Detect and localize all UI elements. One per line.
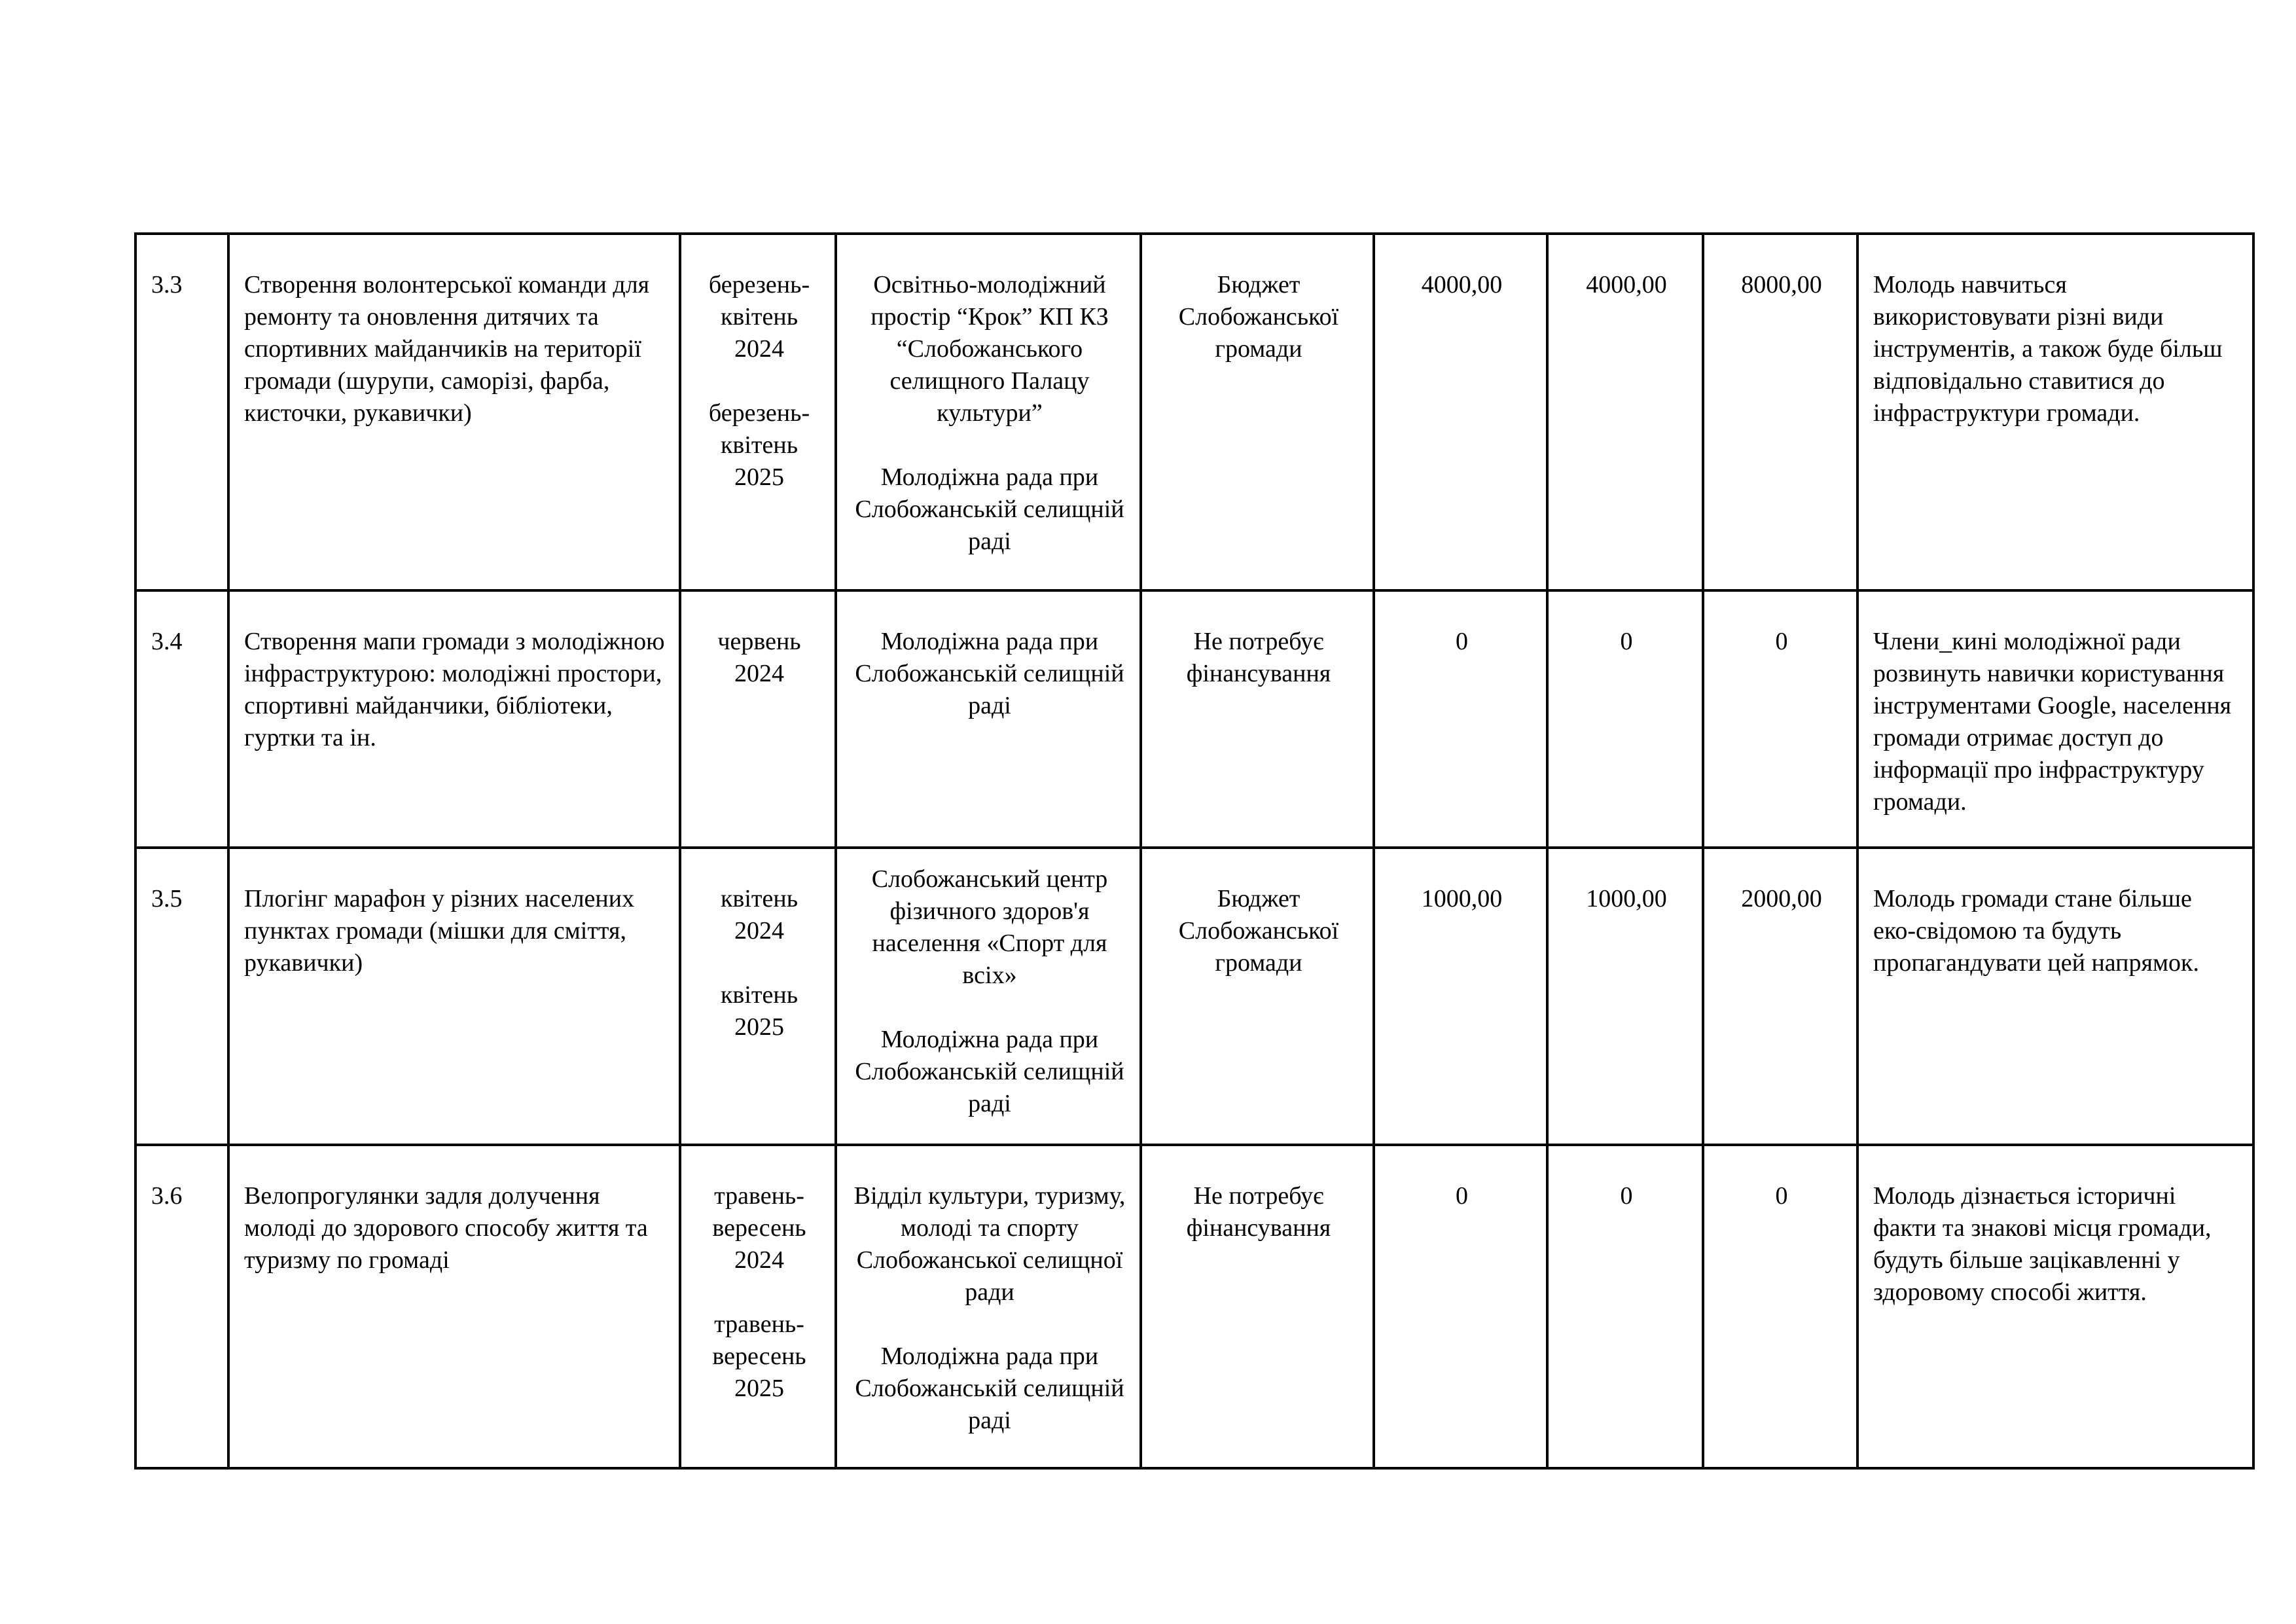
date-entry: квітень 2025	[720, 981, 798, 1041]
date-entry: березень-квітень 2025	[708, 399, 810, 491]
table-row	[135, 234, 2253, 590]
funding-source-cell: Бюджет Слобожанської громади	[1141, 234, 1374, 590]
executor-entry: Молодіжна рада при Слобожанській селищній раді	[855, 463, 1124, 555]
expected-result-cell: Молодь навчиться використовувати різні види інструментів, а також буде більш відповідально ставитися до інфраструктури громади.	[1857, 234, 2253, 590]
item-number: 3.6	[135, 1145, 228, 1468]
item-number: 3.5	[135, 848, 228, 1145]
dates-cell	[680, 1145, 836, 1468]
expected-result-cell: Члени_кині молодіжної ради розвинуть навички користування інструментами Google, населення громади отримає доступ до інформації про інфраструктуру громади.	[1857, 590, 2253, 848]
total-amount-cell: 8000,00	[1703, 234, 1857, 590]
expected-result-cell: Молодь дізнається історичні факти та знакові місця громади, будуть більше зацікавленні у здоровому способі життя.	[1857, 1145, 2253, 1468]
date-entry: травень-вересень 2025	[712, 1310, 806, 1402]
executor-entry: Молодіжна рада при Слобожанській селищній раді	[855, 1343, 1124, 1434]
activity-cell: Створення волонтерської команди для ремонту та оновлення дитячих та спортивних майданчиків на території громади (шурупи, саморізі, фарба, кисточки, рукавички)	[228, 234, 680, 590]
total-amount-cell: 0	[1703, 590, 1857, 848]
total-amount-cell: 0	[1703, 1145, 1857, 1468]
table-row	[135, 848, 2253, 1145]
date-entry: березень-квітень 2024	[708, 271, 810, 363]
action-plan-table	[134, 232, 2255, 1470]
dates-cell	[680, 590, 836, 848]
amount-2025-cell: 0	[1547, 590, 1703, 848]
funding-source-cell: Не потребує фінансування	[1141, 1145, 1374, 1468]
executors-cell	[836, 590, 1141, 848]
date-entry: червень 2024	[717, 628, 801, 687]
funding-source-cell: Бюджет Слобожанської громади	[1141, 848, 1374, 1145]
amount-2025-cell: 1000,00	[1547, 848, 1703, 1145]
table-row	[135, 590, 2253, 848]
amount-2025-cell: 4000,00	[1547, 234, 1703, 590]
activity-cell: Велопрогулянки задля долучення молоді до здорового способу життя та туризму по громаді	[228, 1145, 680, 1468]
executors-cell	[836, 234, 1141, 590]
amount-2024-cell: 4000,00	[1374, 234, 1547, 590]
dates-cell	[680, 848, 836, 1145]
expected-result-cell: Молодь громади стане більше еко-свідомою та будуть пропагандувати цей напрямок.	[1857, 848, 2253, 1145]
table-row	[135, 1145, 2253, 1468]
amount-2024-cell: 0	[1374, 1145, 1547, 1468]
activity-cell: Створення мапи громади з молодіжною інфраструктурою: молодіжні простори, спортивні майданчики, бібліотеки, гуртки та ін.	[228, 590, 680, 848]
executors-cell	[836, 1145, 1141, 1468]
dates-cell	[680, 234, 836, 590]
date-entry: травень-вересень 2024	[712, 1182, 806, 1274]
date-entry: квітень 2024	[720, 885, 798, 945]
executor-entry: Молодіжна рада при Слобожанській селищній раді	[855, 1026, 1124, 1117]
total-amount-cell: 2000,00	[1703, 848, 1857, 1145]
executor-entry: Слобожанський центр фізичного здоров'я населення «Спорт для всіх»	[871, 865, 1108, 989]
activity-cell: Плогінг марафон у різних населених пунктах громади (мішки для сміття, рукавички)	[228, 848, 680, 1145]
amount-2024-cell: 1000,00	[1374, 848, 1547, 1145]
executor-entry: Молодіжна рада при Слобожанській селищній раді	[855, 628, 1124, 719]
item-number: 3.3	[135, 234, 228, 590]
item-number: 3.4	[135, 590, 228, 848]
executor-entry: Освітньо-молодіжний простір “Крок” КП КЗ “Слобожанського селищного Палацу культури”	[870, 271, 1109, 427]
executor-entry: Відділ культури, туризму, молоді та спорту Слобожанської селищної ради	[853, 1182, 1126, 1306]
funding-source-cell: Не потребує фінансування	[1141, 590, 1374, 848]
amount-2024-cell: 0	[1374, 590, 1547, 848]
amount-2025-cell: 0	[1547, 1145, 1703, 1468]
executors-cell	[836, 848, 1141, 1145]
